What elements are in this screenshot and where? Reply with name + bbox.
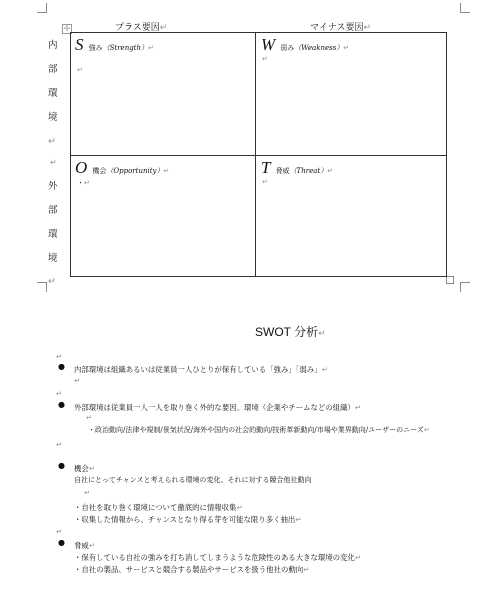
cell-strength-para: ↵ bbox=[77, 66, 83, 74]
bullet-dot-4: ● bbox=[58, 538, 65, 547]
cell-strength-label: 強み（Strength） bbox=[88, 44, 149, 52]
empty-para-1: ↵ bbox=[56, 352, 63, 361]
cell-threat-label: 脅威（Threat） bbox=[275, 167, 328, 175]
opportunity-description: 自社にとってチャンスと考えられる環境の変化、それに対する競合他社動向 bbox=[74, 476, 312, 484]
letter-w: W bbox=[261, 35, 276, 54]
empty-para-7: ↵ bbox=[56, 527, 63, 536]
bullet-dot-1: ● bbox=[58, 362, 65, 371]
bullet-opportunity: 機会↵ bbox=[74, 464, 95, 473]
crop-mark-top-right bbox=[460, 3, 470, 13]
empty-para-5: ↵ bbox=[56, 440, 63, 449]
cell-weakness-para: ↵ bbox=[262, 55, 268, 63]
page-title: SWOT 分析↵ bbox=[255, 325, 326, 339]
threat-line-1: ・保有している自社の強みを打ち消してしまうような危険性のある大きな環境の変化↵ bbox=[74, 553, 362, 562]
bullet-external-env: 外部環境は従業員一人一人を取り巻く外的な要因、環境（企業やチームなどの組織）↵ bbox=[74, 403, 362, 412]
threat-line-2: ・自社の製品、サービスと競合する製品やサービスを扱う他社の動向↵ bbox=[74, 565, 310, 574]
cell-opportunity-bullet: ・↵ bbox=[77, 179, 90, 187]
bullet-dot-3: ● bbox=[58, 461, 65, 470]
table-resize-handle[interactable] bbox=[446, 276, 454, 284]
col-header-minus: マイナス要因↵ bbox=[310, 23, 372, 33]
row-header-external: 外 部 環 境 ↵ bbox=[48, 181, 58, 287]
bullet-dot-2: ● bbox=[58, 400, 65, 409]
letter-o: O bbox=[75, 158, 88, 177]
cell-opportunity-label: 機会（Opportunity） bbox=[92, 167, 164, 175]
col-header-plus: プラス要因↵ bbox=[115, 23, 168, 33]
crop-mark-top-left bbox=[37, 3, 47, 13]
cell-opportunity[interactable]: O 機会（Opportunity）↵ ・↵ bbox=[70, 155, 256, 277]
table-move-handle-icon[interactable]: ✢ bbox=[63, 24, 71, 33]
cell-weakness-label: 弱み（Weakness） bbox=[280, 44, 344, 52]
empty-para-4: ↵ bbox=[86, 413, 93, 422]
cell-threat[interactable]: T 脅威（Threat）↵ ↵ bbox=[255, 155, 447, 277]
empty-para-3: ↵ bbox=[56, 389, 63, 398]
row-header-internal-char: 内 bbox=[48, 40, 58, 51]
empty-para-2: ↵ bbox=[74, 376, 81, 385]
letter-t: T bbox=[261, 158, 271, 177]
letter-s: S bbox=[75, 35, 84, 54]
cell-threat-para: ↵ bbox=[262, 178, 268, 186]
opportunity-line-1: ・自社を取り巻く環境について徹底的に情報収集↵ bbox=[74, 503, 243, 512]
bullet-threat: 脅威↵ bbox=[74, 541, 95, 550]
cell-strength[interactable]: S 強み（Strength）↵ ↵ bbox=[70, 32, 256, 156]
bullet-internal-env: 内部環境は組織あるいは従業員一人ひとりが保有している「強み」「弱み」↵ bbox=[74, 365, 328, 374]
row-header-para-mark: ↵ bbox=[50, 158, 57, 167]
row-header-internal: 内 部 環 境 ↵ bbox=[48, 41, 60, 147]
crop-mark-mid-right bbox=[460, 282, 470, 292]
empty-para-6: ↵ bbox=[84, 488, 91, 497]
opportunity-line-2: ・収集した情報から、チャンスとなり得る芽を可能な限り多く抽出↵ bbox=[74, 515, 302, 524]
cell-weakness[interactable]: W 弱み（Weakness）↵ ↵ bbox=[255, 32, 447, 156]
crop-mark-mid-left bbox=[37, 282, 47, 292]
external-env-detail: ・政治動向/法律や規制/景気状況/海外や国内の社会的動向/技術革新動向/市場や業界動向/ユーザーのニーズ↵ bbox=[88, 426, 430, 434]
